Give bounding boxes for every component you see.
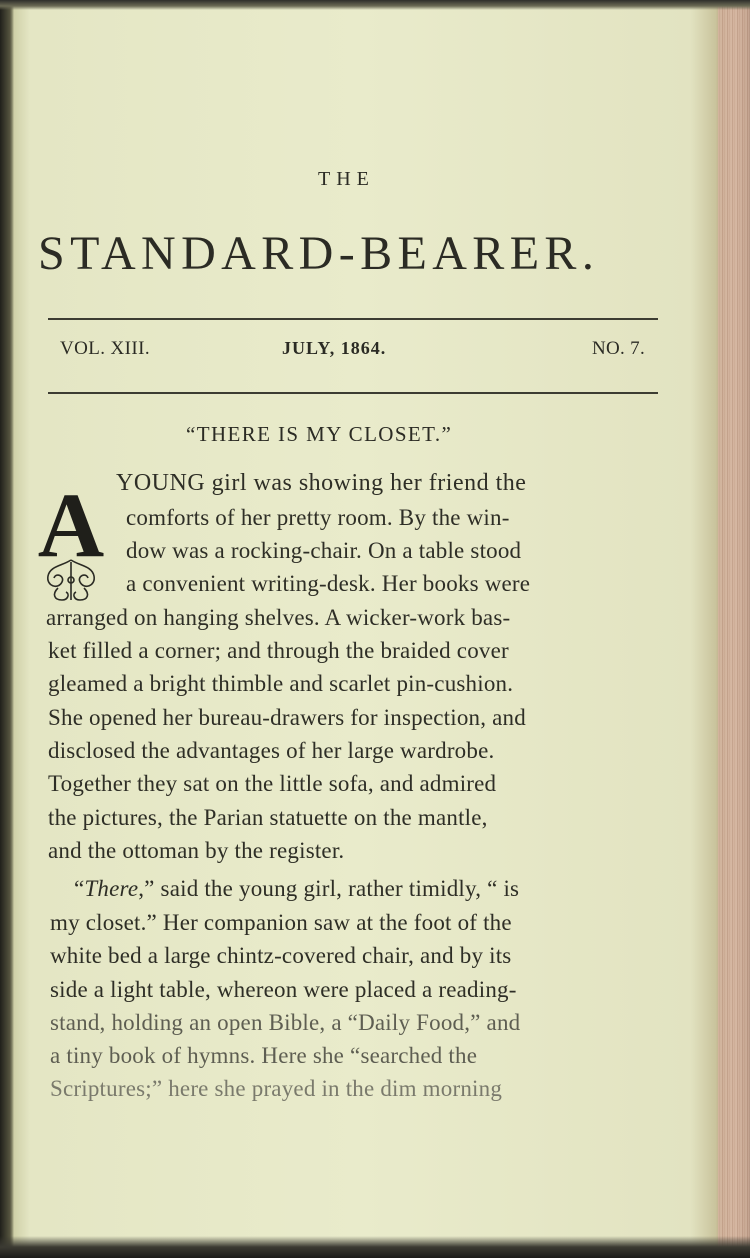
flourish-ornament-icon bbox=[42, 558, 100, 602]
text-line: and the ottoman by the register. bbox=[48, 838, 345, 863]
text-line: a convenient writing-desk. Her books were bbox=[126, 571, 531, 596]
masthead-title: STANDARD-BEARER. bbox=[38, 227, 600, 280]
issue-date: JULY, 1864. bbox=[282, 338, 387, 358]
text-line: a tiny book of hymns. Here she “searched the bbox=[50, 1043, 478, 1068]
text-line: She opened her bureau-drawers for inspection, and bbox=[48, 705, 526, 730]
drop-cap bbox=[36, 474, 106, 602]
text-line: Together they sat on the little sofa, and admired bbox=[48, 771, 497, 796]
text-line: stand, holding an open Bible, a “Daily Food,” and bbox=[50, 1010, 521, 1035]
open-quote: “ bbox=[74, 876, 85, 901]
opening-rest: ,” said the young girl, rather timidly, “ is bbox=[138, 876, 520, 901]
text-line: comforts of her pretty room. By the win- bbox=[126, 505, 510, 530]
volume-label: VOL. XIII. bbox=[60, 338, 151, 359]
drop-cap-letter: A bbox=[37, 474, 105, 576]
paragraph-opening-line bbox=[74, 876, 519, 902]
text-line: ket filled a corner; and through the braided cover bbox=[48, 638, 509, 663]
italic-word: There bbox=[84, 876, 139, 901]
issue-number: NO. 7. bbox=[592, 338, 645, 359]
text-line: white bed a large chintz-covered chair, and by its bbox=[50, 943, 512, 968]
divider-top bbox=[48, 318, 658, 320]
text-line: Scriptures;” here she prayed in the dim morning bbox=[50, 1076, 503, 1101]
text-line: my closet.” Her companion saw at the foot of the bbox=[50, 910, 512, 935]
masthead-article: THE bbox=[318, 168, 375, 190]
text-line: YOUNG girl was showing her friend the bbox=[116, 470, 527, 496]
text-line: gleamed a bright thimble and scarlet pin-cushion. bbox=[48, 671, 514, 696]
article-title: “THERE IS MY CLOSET.” bbox=[186, 422, 453, 446]
text-line: disclosed the advantages of her large wardrobe. bbox=[48, 738, 495, 763]
text-line: the pictures, the Parian statuette on the mantle, bbox=[48, 805, 488, 830]
text-line: dow was a rocking-chair. On a table stood bbox=[126, 538, 522, 563]
text-line: side a light table, whereon were placed a reading- bbox=[50, 977, 517, 1002]
divider-bottom bbox=[48, 392, 658, 394]
text-line: arranged on hanging shelves. A wicker-work bas- bbox=[46, 605, 511, 630]
